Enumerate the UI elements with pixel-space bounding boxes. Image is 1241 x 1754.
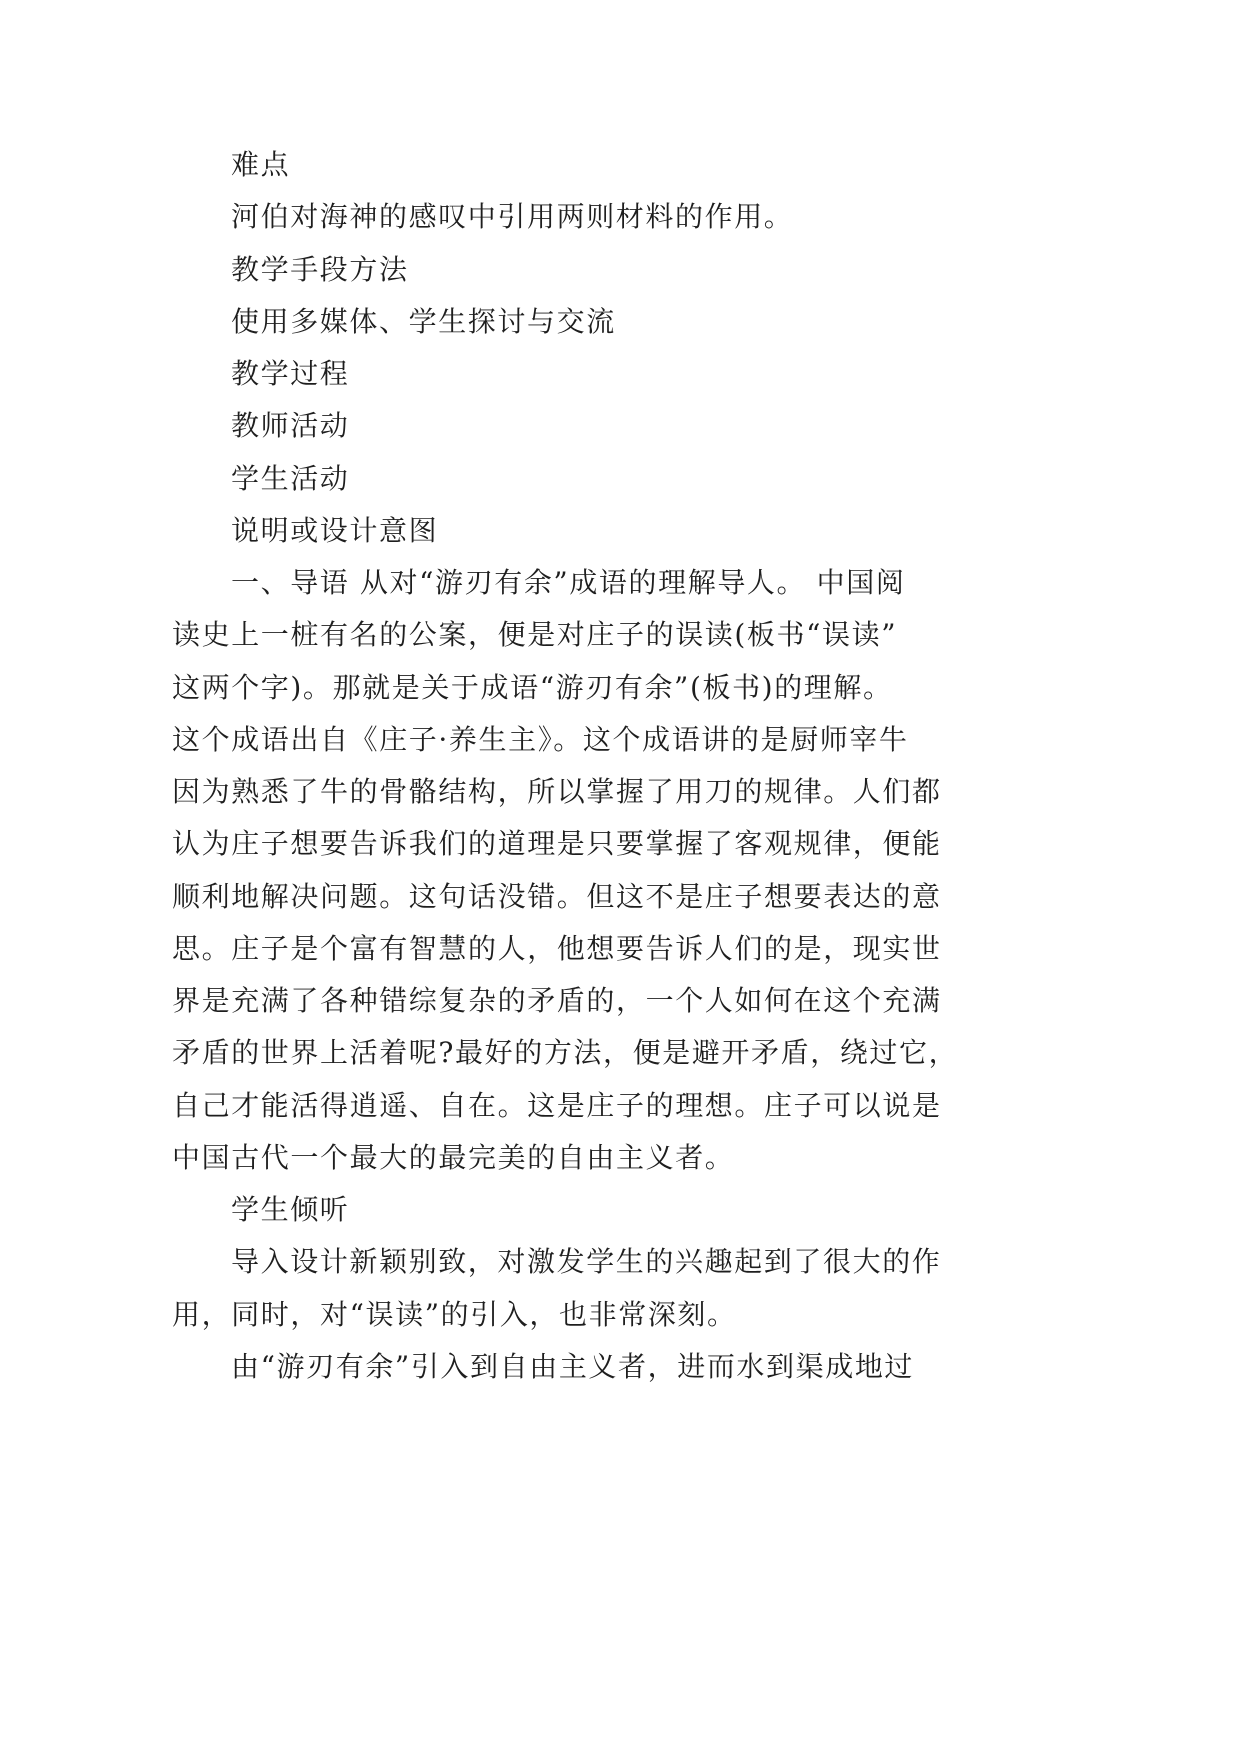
difficulty-content xyxy=(172,191,992,243)
column-student-activity xyxy=(172,453,992,505)
text-line: 使用多媒体、学生探讨与交流 xyxy=(231,304,616,338)
design-intent-paragraph xyxy=(172,1236,992,1341)
text-line: 矛盾的世界上活着呢?最好的方法，便是避开矛盾，绕过它， xyxy=(172,1036,959,1070)
column-teacher-activity xyxy=(172,400,992,452)
text-line: 读史上一桩有名的公案，便是对庄子的误读(板书“误读” xyxy=(172,618,898,652)
text-line: 学生倾听 xyxy=(231,1193,350,1226)
student-activity-listening xyxy=(172,1184,992,1236)
text-line: 顺利地解决问题。这句话没错。但这不是庄子想要表达的意 xyxy=(172,879,942,913)
heading-teaching-methods xyxy=(172,244,992,296)
text-line: 难点 xyxy=(231,148,291,181)
text-line: 这两个字)。那就是关于成语“游刃有余”(板书)的理解。 xyxy=(172,670,893,704)
text-line: 因为熟悉了牛的骨骼结构，所以掌握了用刀的规律。人们都 xyxy=(172,775,942,808)
text-line: 思。庄子是个富有智慧的人，他想要告诉人们的是，现实世 xyxy=(172,931,942,965)
text-line: 教学过程 xyxy=(231,357,350,390)
transition-paragraph xyxy=(172,1341,992,1393)
teaching-methods-content xyxy=(172,296,992,348)
text-line: 由“游刃有余”引入到自由主义者，进而水到渠成地过 xyxy=(231,1349,915,1383)
text-line: 河伯对海神的感叹中引用两则材料的作用。 xyxy=(231,200,794,234)
column-design-intent xyxy=(172,505,992,557)
text-line: 用，同时，对“误读”的引入，也非常深刻。 xyxy=(172,1297,737,1331)
text-line: 一、导语 从对“游刃有余”成语的理解导人。 中国阅 xyxy=(231,566,906,599)
text-line: 自己才能活得逍遥、自在。这是庄子的理想。庄子可以说是 xyxy=(172,1088,942,1122)
text-line: 学生活动 xyxy=(231,461,350,495)
document-body xyxy=(172,139,992,1393)
text-line: 教学手段方法 xyxy=(231,252,409,286)
text-line: 中国古代一个最大的最完美的自由主义者。 xyxy=(172,1140,735,1174)
heading-difficulty xyxy=(172,139,992,191)
text-line: 这个成语出自《庄子·养生主》。这个成语讲的是厨师宰牛 xyxy=(172,722,909,756)
introduction-paragraph xyxy=(172,557,992,1184)
text-line: 导入设计新颖别致，对激发学生的兴趣起到了很大的作 xyxy=(231,1245,942,1279)
text-line: 认为庄子想要告诉我们的道理是只要掌握了客观规律，便能 xyxy=(172,827,942,861)
heading-teaching-process xyxy=(172,348,992,400)
text-line: 界是充满了各种错综复杂的矛盾的，一个人如何在这个充满 xyxy=(172,984,942,1017)
text-line: 说明或设计意图 xyxy=(231,513,439,547)
text-line: 教师活动 xyxy=(231,409,350,443)
